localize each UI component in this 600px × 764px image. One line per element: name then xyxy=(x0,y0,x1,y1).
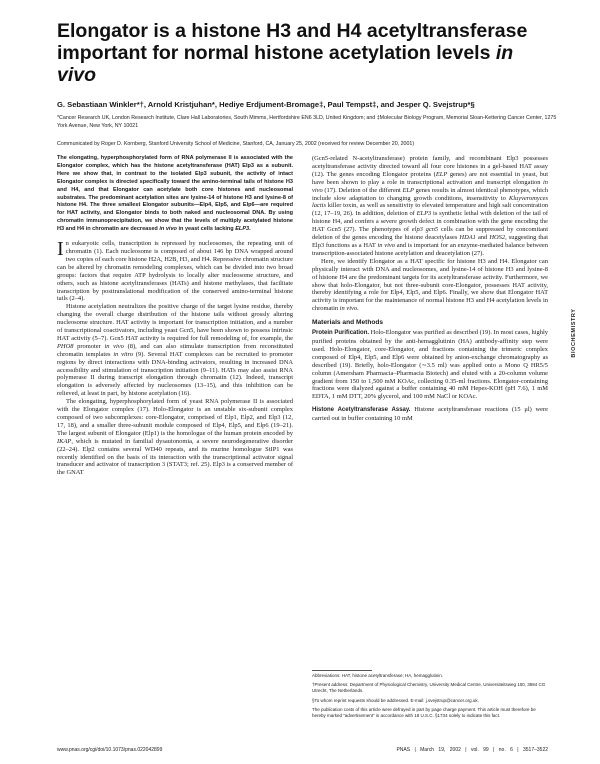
title-italic: in vivo xyxy=(57,42,514,86)
doi-link[interactable]: www.pnas.org/cgi/doi/10.1073/pnas.022042899 xyxy=(57,747,163,753)
footnote-reprint: §To whom reprint requests should be addressed. E-mail: j.svejstrup@cancer.org.uk. xyxy=(312,697,479,703)
section-side-label xyxy=(565,300,579,370)
intro-paragraph-4: (Gcn5-related N-acetyltransferase) protein family, and recombinant Elp3 possesses acetyltransferase activity directed toward all four core histones in a gel-based HAT assay (12). The genes encoding Elongator proteins (ELP genes) are not essential in yeast, but have been shown to play a role in transcriptional activation and transcript elongation in vivo (17). Deletion of the different ELP genes results in almost identical phenotypes, which include slow adaptation to changing growth conditions, insensitivity to Kluyveromyces lactis killer toxin, as well as sensitivity to elevated temperature and high salt concentration (12, 17–19, 26). In addition, deletion of ELP3 is synthetic lethal with deletion of the tail of histone H4, and confers a severe growth defect in combination with the gene encoding the HAT Gcn5 (27). The phenotypes of elp3 gcn5 cells can be suppressed by concomitant deletion of the genes encoding the histone deacetylases HDA1 and HOS2, suggesting that Elp3 functions as a HAT in vivo and is important for an enzyme-mediated balance between transcription-associated histone acetylation and deacetylation (27). xyxy=(312,155,549,257)
intro-paragraph-5: Here, we identify Elongator as a HAT specific for histone H3 and H4. Elongator can physically interact with DNA and nucleosomes, and lysine-14 of histone H3 and lysine-8 of histone H4 are the predominant targets for its acetyltransferase activity. Furthermore, we show that holo-Elongator, but not three-subunit core-Elongator, possesses HAT activity, thereby identifying a role for Elp4, Elp5, and Elp6. Finally, we show that Elongator HAT activity is important for the maintenance of normal histone H3 and H4 acetylation levels in chromatin in vivo. xyxy=(312,257,548,313)
footnote-divider xyxy=(312,670,372,671)
methods-protein-purification: Protein Purification. Holo-Elongator was purified as described (19). In most cases, highly purified proteins obtained by the anti-hemagglutinin (HA) antibody-affinity step were used. Holo-Elongator, core-Elongator, and fractions containing the trimeric complex composed of Elp4, Elp5, and Elp6 were obtained by anion-exchange chromatography as described (19). Briefly, holo-Elongator (∼3.5 ml) was applied onto a Mono Q HR5/5 column (Amersham Pharmacia–Pharmacia Biotech) and eluted with a 20-column volume gradient from 150 to 1,500 mM KOAc, collecting 0.35-ml fractions. Elongator-containing fractions were dialyzed against a buffer containing 40 mM Hepes-KOH (pH 7.6), 1 mM EDTA, 1 mM DTT, 20% glycerol, and 100 mM NaCl or KOAc. xyxy=(312,329,549,401)
intro-paragraph-2: Histone acetylation neutralizes the positive charge of the target lysine residue, thereby changing the overall charge distribution of the histone tails without grossly altering nucleosome structure. HAT activity is important for transcription initiation, and a number of transcriptional coactivators, including yeast Gcn5, have been shown to possess intrinsic HAT activity (5–7). Gcn5 HAT activity is required for full remodeling of, for example, the PHO8 promoter in vivo (8), and can also stimulate transcription from reconstituted chromatin templates in vitro (9). Several HAT complexes can be recruited to promoter regions by direct interactions with DNA-binding activators, resulting in increased DNA accessibility and stimulation of transcription initiation (9–11). HATs may also assist RNA polymerase II during transcript elongation through chromatin (12). Indeed, transcript elongation is adversely affected by nucleosomes (13–15), and this inhibition can be relieved, at least in part, by histone acetylation (16). xyxy=(57,303,294,398)
left-column xyxy=(57,155,293,477)
side-label-text: BIOCHEMISTRY xyxy=(571,308,577,358)
section-heading-methods: Materials and Methods xyxy=(312,319,384,327)
footnote-abbreviations: Abbreviations: HAT, histone acetyltransferase; HA, hemagglutinin. xyxy=(312,673,443,678)
journal-citation: PNAS | March 19, 2002 | vol. 99 | no. 6 | 3517–3522 xyxy=(396,747,548,753)
intro-paragraph-1: In eukaryotic cells, transcription is repressed by nucleosomes, the repeating unit of chromatin (1). Each nucleosome is composed of about 146 bp DNA wrapped around two copies of each core histone H2A, H2B, H3, and H4. Repressive chromatin structure can be altered by chromatin remodeling complexes, which can be divided into two broad groups: factors that require ATP hydrolysis to locally alter nucleosome structure, and others, such as histone acetyltransferases (HATs) and histone methylases, that facilitate transcription by posttranslational modification of the conserved amino-terminal histone tails (2–4). xyxy=(57,238,293,303)
drop-cap: I xyxy=(57,238,64,261)
communicated-by: Communicated by Roger D. Kornberg, Stanford University School of Medicine, Stanford, CA, January 25, 2002 (received for review December 20, 2001) xyxy=(57,141,415,147)
affiliations: *Cancer Research UK, London Research Institute, Clare Hall Laboratories, South Mimms, Hertfordshire EN6 3LD, United Kingdom; and ‡Molecular Biology Program, Memorial Sloan-Kettering Cancer Center, 1275 York Avenue, New York, NY 10021 xyxy=(57,115,557,129)
title-text: Elongator is a histone H3 and H4 acetyltransferase important for normal histone acetylation levels xyxy=(57,20,528,64)
footnote-present-address: †Present address: Department of Physiological Chemistry, University Medical Centre, Universiteitsweg 100, 3584 CG Utrecht, The Netherlands. xyxy=(312,682,546,694)
paper-title xyxy=(57,20,557,86)
methods-hat-assay: Histone Acetyltransferase Assay. Histone acetyltransferase reactions (15 μl) were carried out in buffer containing 10 mM xyxy=(312,406,549,423)
abstract: The elongating, hyperphosphorylated form of RNA polymerase II is associated with the Elongator complex, which has the histone acetyltransferase (HAT) Elp3 as a subunit. Here we show that, in contrast to the isolated Elp3 subunit, the activity of intact Elongator complex is directed specifically toward the amino-terminal tails of histone H3 and H4, and that Elongator can acetylate both core histones and nucleosomal substrates. The predominant acetylation sites are lysine-14 of histone H3 and lysine-8 of histone H4. The three smallest Elongator subunits—Elp4, Elp5, and Elp6—are required for HAT activity, and Elongator binds to both naked and nucleosomal DNA. By using chromatin immunoprecipitation, we show that the levels of multiply acetylated histone H3 and H4 in chromatin are decreased in vivo in yeast cells lacking ELP3. xyxy=(57,155,293,233)
footnote-publication-costs: The publication costs of this article were defrayed in part by page charge payment. This article must therefore be hereby marked “advertisement” in accordance with 18 U.S.C. §1734 solely to indicate this fact. xyxy=(312,706,536,719)
footnotes xyxy=(312,673,548,721)
page-footer xyxy=(57,747,548,756)
intro-paragraph-3: The elongating, hyperphosphorylated form of yeast RNA polymerase II is associated with the Elongator complex (17). Holo-Elongator is an unstable six-subunit complex composed of two subcomplexes: core-Elongator, comprised of Elp1, Elp2, and Elp3 (12, 17, 18), and a smaller three-subunit module composed of Elp4, Elp5, and Elp6 (19–21). The largest subunit of Elongator (Elp1) is the homologue of the human protein encoded by IKAP, which is mutated in familial dysautonomia, a severe neurodegenerative disorder (22–24). Elp2 contains several WD40 repeats, and its murine homologue StIP1 was recently identified on the basis of its interaction with the transcriptional activator signal transducer and activator of transcription 3 (STAT3; ref. 25). Elp3 is a conserved member of the GNAT xyxy=(57,398,293,477)
right-column xyxy=(312,155,548,423)
author-list: G. Sebastiaan Winkler*†, Arnold Kristjuhan*, Hediye Erdjument-Bromage‡, Paul Tempst‡, and Jesper Q. Svejstrup*§ xyxy=(57,100,475,109)
